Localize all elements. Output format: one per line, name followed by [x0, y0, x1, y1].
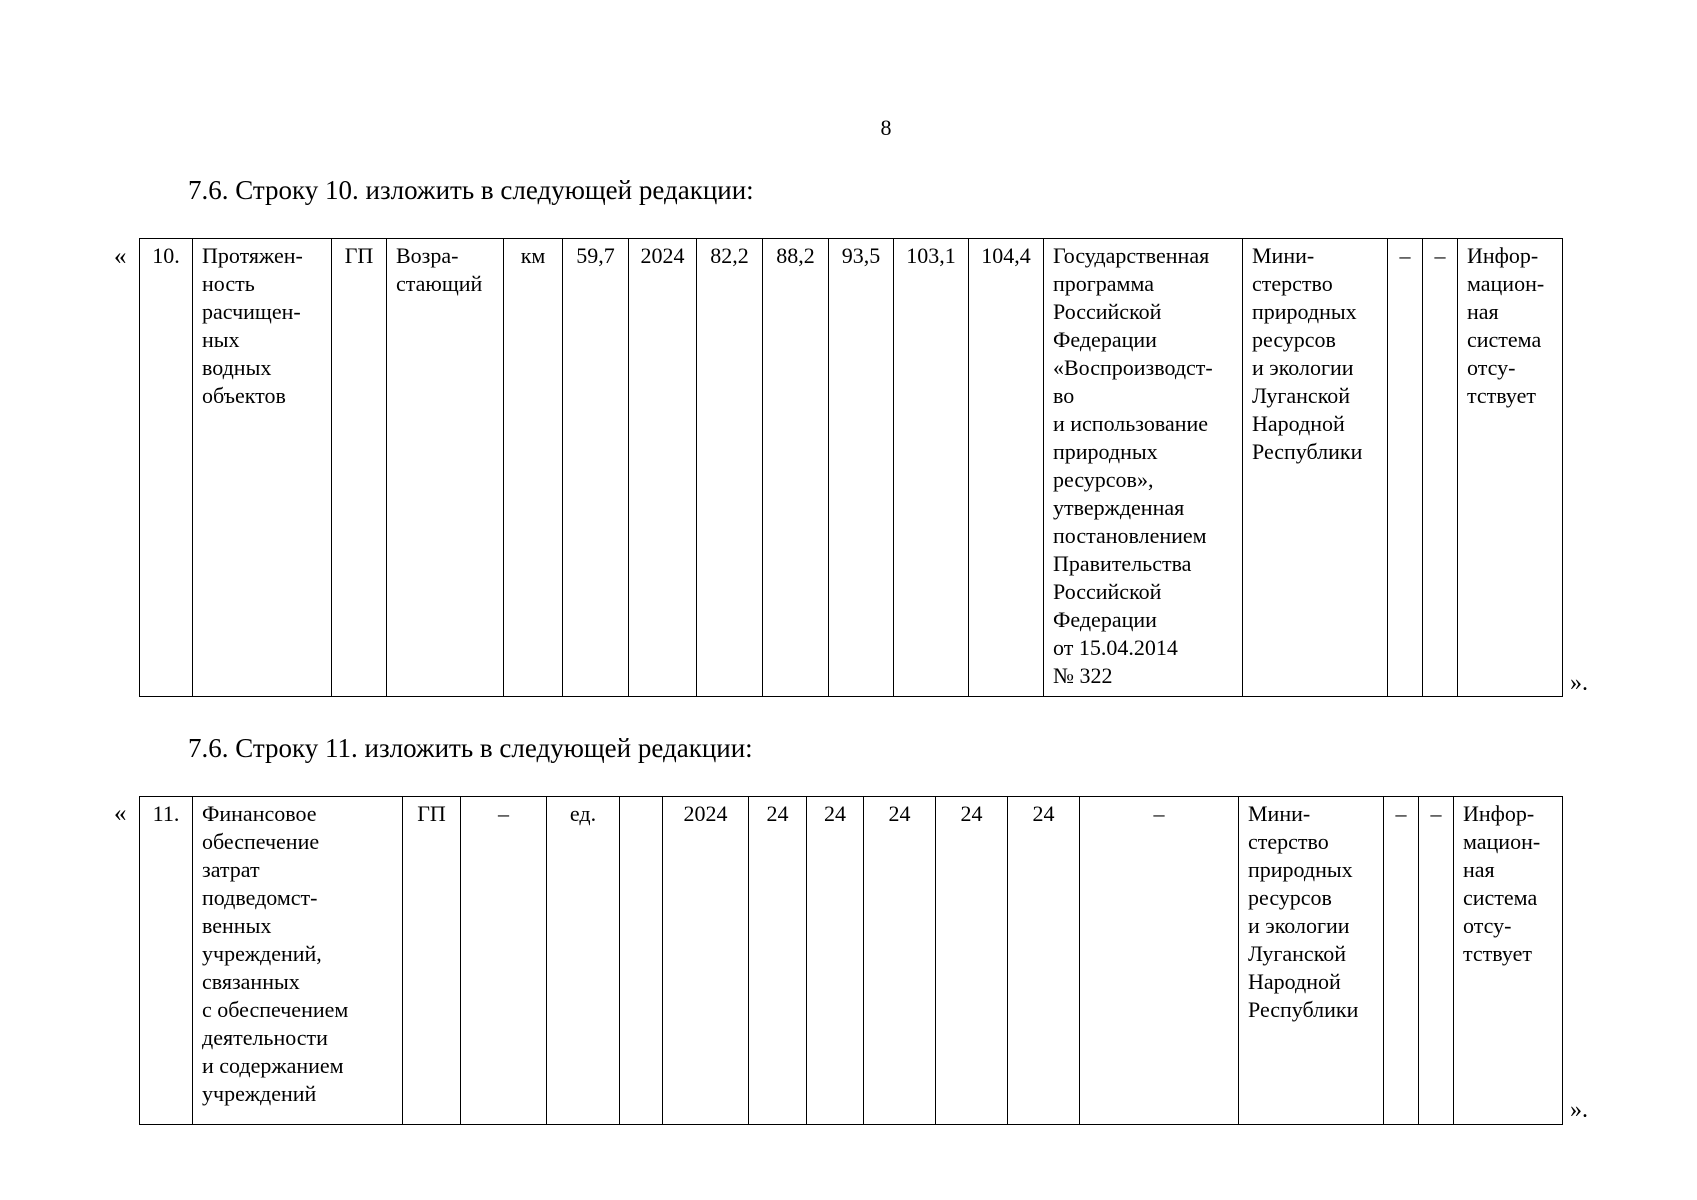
information-system: Инфор- мацион- ная система отсу- тствует — [1454, 797, 1563, 1125]
base-value — [620, 797, 663, 1125]
dash-cell-2: – — [1419, 797, 1454, 1125]
row-11-table — [139, 796, 1563, 1125]
state-program: Государственная программа Российской Федерации «Воспроизводст- во и использование природных ресурсов», утвержденная постановлением Правительства Российской Федерации от 15.04.2014 № 322 — [1044, 239, 1243, 697]
indicator-trend: Возра- стающий — [387, 239, 504, 697]
base-year: 2024 — [629, 239, 697, 697]
row-number: 10. — [140, 239, 193, 697]
responsible-body: Мини- стерство природных ресурсов и экологии Луганской Народной Республики — [1243, 239, 1388, 697]
closing-quote: ». — [1570, 670, 1588, 696]
row-10-table — [139, 238, 1563, 697]
indicator-type: ГП — [332, 239, 387, 697]
indicator-type: ГП — [403, 797, 461, 1125]
value-1: 24 — [749, 797, 807, 1125]
value-1: 82,2 — [697, 239, 763, 697]
unit: ед. — [547, 797, 620, 1125]
base-value: 59,7 — [563, 239, 629, 697]
information-system: Инфор- мацион- ная система отсу- тствует — [1458, 239, 1563, 697]
responsible-body: Мини- стерство природных ресурсов и экологии Луганской Народной Республики — [1239, 797, 1384, 1125]
opening-quote: « — [114, 800, 127, 827]
value-4: 103,1 — [894, 239, 969, 697]
unit: км — [504, 239, 563, 697]
table-row — [140, 239, 1563, 697]
value-2: 88,2 — [763, 239, 829, 697]
value-2: 24 — [807, 797, 864, 1125]
value-5: 104,4 — [969, 239, 1044, 697]
section-heading-row-10: 7.6. Строку 10. изложить в следующей редакции: — [188, 175, 754, 205]
value-3: 24 — [864, 797, 936, 1125]
table-row — [140, 797, 1563, 1125]
value-5: 24 — [1008, 797, 1080, 1125]
indicator-trend: – — [461, 797, 547, 1125]
state-program: – — [1080, 797, 1239, 1125]
dash-cell-2: – — [1423, 239, 1458, 697]
dash-cell-1: – — [1388, 239, 1423, 697]
row-number: 11. — [140, 797, 193, 1125]
value-4: 24 — [936, 797, 1008, 1125]
opening-quote: « — [114, 243, 127, 270]
section-heading-row-11: 7.6. Строку 11. изложить в следующей редакции: — [188, 733, 753, 763]
page-number: 8 — [880, 115, 892, 140]
value-3: 93,5 — [829, 239, 894, 697]
base-year: 2024 — [663, 797, 749, 1125]
indicator-name: Протяжен- ность расчищен- ных водных объектов — [193, 239, 332, 697]
indicator-name: Финансовое обеспечение затрат подведомст- венных учреждений, связанных с обеспечением деятельности и содержанием учреждений — [193, 797, 403, 1125]
dash-cell-1: – — [1384, 797, 1419, 1125]
closing-quote: ». — [1570, 1097, 1588, 1123]
